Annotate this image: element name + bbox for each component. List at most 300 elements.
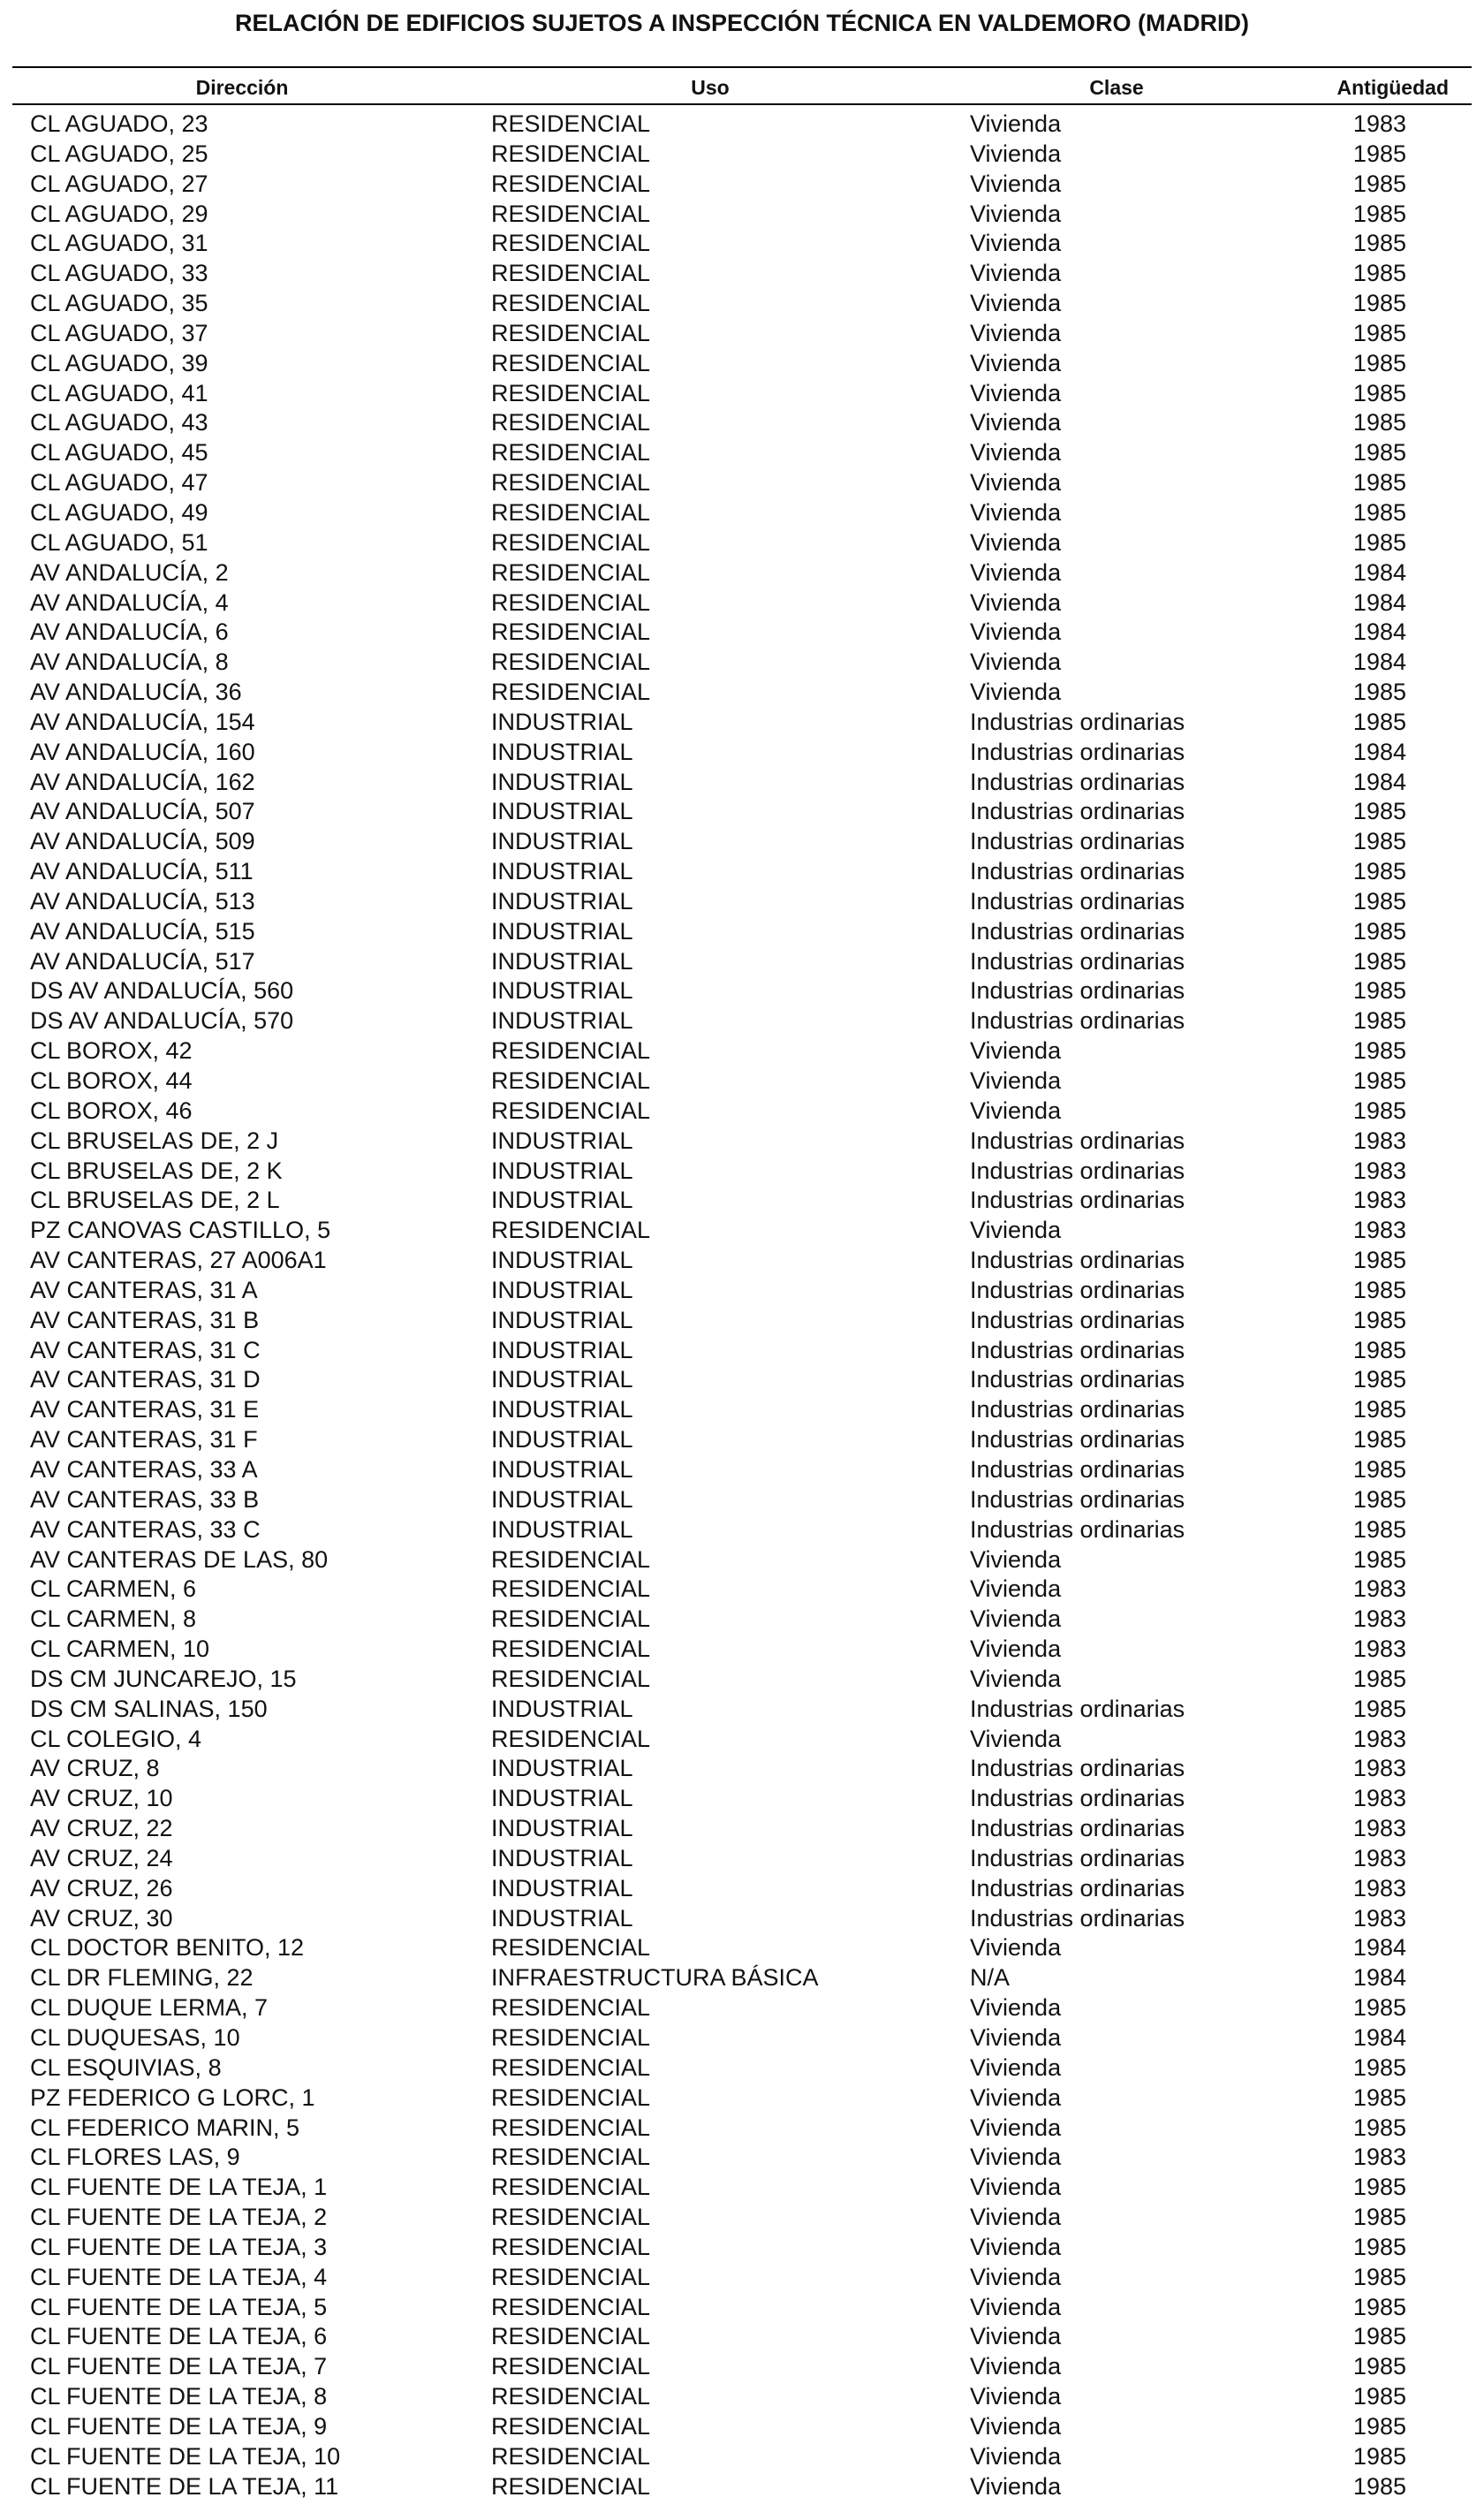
cell-clase: Vivienda bbox=[970, 649, 1062, 676]
cell-antiguedad: 1985 bbox=[1352, 2323, 1406, 2350]
cell-clase: Vivienda bbox=[970, 498, 1062, 526]
cell-direccion: CL FUENTE DE LA TEJA, 1 bbox=[30, 2174, 328, 2201]
cell-uso: INDUSTRIAL bbox=[491, 1007, 633, 1035]
cell-direccion: CL DR FLEMING, 22 bbox=[30, 1964, 254, 1992]
cell-uso: RESIDENCIAL bbox=[491, 1217, 651, 1244]
cell-direccion: CL FUENTE DE LA TEJA, 11 bbox=[30, 2472, 339, 2500]
cell-clase: Industrias ordinarias bbox=[970, 768, 1185, 795]
buildings-table-body bbox=[0, 110, 1484, 2502]
cell-uso: RESIDENCIAL bbox=[491, 1545, 651, 1573]
table-row bbox=[0, 438, 1484, 468]
cell-clase: Vivienda bbox=[970, 1097, 1062, 1124]
cell-uso: INFRAESTRUCTURA BÁSICA bbox=[491, 1964, 819, 1992]
cell-uso: INDUSTRIAL bbox=[491, 1785, 633, 1812]
cell-clase: Industrias ordinarias bbox=[970, 858, 1185, 885]
cell-antiguedad: 1985 bbox=[1352, 469, 1406, 497]
cell-uso: RESIDENCIAL bbox=[491, 200, 651, 227]
cell-uso: INDUSTRIAL bbox=[491, 1157, 633, 1184]
cell-direccion: CL AGUADO, 45 bbox=[30, 439, 208, 467]
cell-uso: RESIDENCIAL bbox=[491, 2323, 651, 2350]
cell-clase: Vivienda bbox=[970, 110, 1062, 137]
cell-uso: RESIDENCIAL bbox=[491, 498, 651, 526]
table-row bbox=[0, 1127, 1484, 1157]
cell-direccion: CL FUENTE DE LA TEJA, 3 bbox=[30, 2233, 328, 2260]
cell-clase: Vivienda bbox=[970, 1934, 1062, 1962]
table-row bbox=[0, 1066, 1484, 1097]
cell-direccion: AV CANTERAS, 33 A bbox=[30, 1455, 258, 1483]
cell-direccion: AV CANTERAS, 33 B bbox=[30, 1485, 260, 1513]
cell-direccion: CL ESQUIVIAS, 8 bbox=[30, 2053, 222, 2081]
cell-direccion: AV CANTERAS, 33 C bbox=[30, 1515, 261, 1543]
cell-antiguedad: 1983 bbox=[1352, 1725, 1406, 1752]
table-row bbox=[0, 2412, 1484, 2442]
cell-uso: INDUSTRIAL bbox=[491, 1306, 633, 1333]
table-row bbox=[0, 1814, 1484, 1844]
cell-direccion: AV CANTERAS, 31 B bbox=[30, 1306, 260, 1333]
cell-uso: RESIDENCIAL bbox=[491, 2144, 651, 2171]
cell-direccion: AV ANDALUCÍA, 517 bbox=[30, 947, 255, 975]
cell-antiguedad: 1985 bbox=[1352, 858, 1406, 885]
cell-uso: INDUSTRIAL bbox=[491, 1515, 633, 1543]
cell-clase: Vivienda bbox=[970, 2024, 1062, 2051]
table-row bbox=[0, 2293, 1484, 2323]
cell-antiguedad: 1985 bbox=[1352, 2263, 1406, 2290]
cell-direccion: CL AGUADO, 37 bbox=[30, 319, 208, 346]
cell-uso: RESIDENCIAL bbox=[491, 170, 651, 197]
cell-clase: Industrias ordinarias bbox=[970, 1755, 1185, 1782]
table-row bbox=[0, 588, 1484, 619]
cell-clase: Vivienda bbox=[970, 1545, 1062, 1573]
cell-antiguedad: 1985 bbox=[1352, 947, 1406, 975]
cell-uso: RESIDENCIAL bbox=[491, 2233, 651, 2260]
cell-direccion: CL CARMEN, 6 bbox=[30, 1575, 197, 1603]
cell-clase: Vivienda bbox=[970, 230, 1062, 257]
cell-antiguedad: 1985 bbox=[1352, 1665, 1406, 1692]
cell-antiguedad: 1984 bbox=[1352, 768, 1406, 795]
cell-direccion: AV CANTERAS DE LAS, 80 bbox=[30, 1545, 329, 1573]
cell-clase: Vivienda bbox=[970, 409, 1062, 436]
cell-antiguedad: 1984 bbox=[1352, 738, 1406, 765]
cell-uso: RESIDENCIAL bbox=[491, 469, 651, 497]
cell-direccion: AV ANDALUCÍA, 509 bbox=[30, 828, 255, 855]
cell-uso: INDUSTRIAL bbox=[491, 798, 633, 825]
cell-antiguedad: 1983 bbox=[1352, 110, 1406, 137]
table-row bbox=[0, 827, 1484, 857]
cell-antiguedad: 1984 bbox=[1352, 558, 1406, 586]
cell-clase: Vivienda bbox=[970, 2323, 1062, 2350]
cell-antiguedad: 1984 bbox=[1352, 1934, 1406, 1962]
header-rule bbox=[12, 66, 1472, 68]
cell-uso: INDUSTRIAL bbox=[491, 738, 633, 765]
cell-clase: Vivienda bbox=[970, 260, 1062, 287]
cell-antiguedad: 1984 bbox=[1352, 1964, 1406, 1992]
cell-direccion: PZ FEDERICO G LORC, 1 bbox=[30, 2084, 315, 2111]
cell-clase: Vivienda bbox=[970, 2263, 1062, 2290]
cell-direccion: AV ANDALUCÍA, 160 bbox=[30, 738, 255, 765]
table-row bbox=[0, 259, 1484, 289]
cell-clase: Vivienda bbox=[970, 439, 1062, 467]
cell-uso: RESIDENCIAL bbox=[491, 2353, 651, 2380]
cell-direccion: DS CM SALINAS, 150 bbox=[30, 1695, 268, 1722]
cell-antiguedad: 1985 bbox=[1352, 2174, 1406, 2201]
cell-antiguedad: 1983 bbox=[1352, 1157, 1406, 1184]
cell-direccion: CL AGUADO, 51 bbox=[30, 528, 208, 556]
cell-antiguedad: 1985 bbox=[1352, 1306, 1406, 1333]
cell-clase: Industrias ordinarias bbox=[970, 1815, 1185, 1842]
table-row bbox=[0, 768, 1484, 798]
table-row bbox=[0, 947, 1484, 977]
cell-direccion: CL FUENTE DE LA TEJA, 6 bbox=[30, 2323, 328, 2350]
cell-clase: Vivienda bbox=[970, 1605, 1062, 1633]
cell-direccion: AV ANDALUCÍA, 8 bbox=[30, 649, 229, 676]
table-row bbox=[0, 2084, 1484, 2114]
cell-clase: Industrias ordinarias bbox=[970, 708, 1185, 735]
cell-direccion: AV CRUZ, 8 bbox=[30, 1755, 160, 1782]
cell-direccion: AV CANTERAS, 31 A bbox=[30, 1276, 258, 1303]
cell-uso: RESIDENCIAL bbox=[491, 260, 651, 287]
cell-uso: RESIDENCIAL bbox=[491, 1605, 651, 1633]
cell-antiguedad: 1985 bbox=[1352, 498, 1406, 526]
cell-direccion: AV ANDALUCÍA, 515 bbox=[30, 917, 255, 945]
cell-clase: Vivienda bbox=[970, 1217, 1062, 1244]
cell-direccion: CL AGUADO, 31 bbox=[30, 230, 208, 257]
table-row bbox=[0, 1485, 1484, 1515]
cell-direccion: AV CANTERAS, 27 A006A1 bbox=[30, 1247, 327, 1274]
cell-direccion: AV ANDALUCÍA, 2 bbox=[30, 558, 229, 586]
cell-direccion: CL AGUADO, 29 bbox=[30, 200, 208, 227]
cell-antiguedad: 1985 bbox=[1352, 887, 1406, 915]
cell-antiguedad: 1985 bbox=[1352, 1485, 1406, 1513]
cell-uso: INDUSTRIAL bbox=[491, 1695, 633, 1722]
table-row bbox=[0, 797, 1484, 827]
cell-antiguedad: 1985 bbox=[1352, 2084, 1406, 2111]
table-row bbox=[0, 2263, 1484, 2293]
table-row bbox=[0, 2233, 1484, 2263]
cell-direccion: CL FUENTE DE LA TEJA, 5 bbox=[30, 2293, 328, 2320]
cell-direccion: AV ANDALUCÍA, 511 bbox=[30, 858, 254, 885]
table-row bbox=[0, 1904, 1484, 1934]
table-row bbox=[0, 678, 1484, 708]
cell-uso: RESIDENCIAL bbox=[491, 2204, 651, 2231]
cell-direccion: PZ CANOVAS CASTILLO, 5 bbox=[30, 1217, 331, 1244]
cell-direccion: CL FEDERICO MARIN, 5 bbox=[30, 2114, 300, 2141]
cell-antiguedad: 1985 bbox=[1352, 200, 1406, 227]
cell-clase: Industrias ordinarias bbox=[970, 1366, 1185, 1393]
table-row bbox=[0, 1455, 1484, 1485]
cell-uso: RESIDENCIAL bbox=[491, 1575, 651, 1603]
cell-clase: Vivienda bbox=[970, 558, 1062, 586]
cell-direccion: CL AGUADO, 35 bbox=[30, 290, 208, 317]
table-row bbox=[0, 917, 1484, 947]
cell-clase: Industrias ordinarias bbox=[970, 1426, 1185, 1454]
cell-uso: RESIDENCIAL bbox=[491, 558, 651, 586]
table-row bbox=[0, 1515, 1484, 1545]
cell-uso: INDUSTRIAL bbox=[491, 708, 633, 735]
cell-clase: Vivienda bbox=[970, 679, 1062, 706]
cell-direccion: AV ANDALUCÍA, 513 bbox=[30, 887, 255, 915]
table-row bbox=[0, 1695, 1484, 1725]
cell-uso: RESIDENCIAL bbox=[491, 2263, 651, 2290]
table-row bbox=[0, 1006, 1484, 1036]
cell-uso: RESIDENCIAL bbox=[491, 2084, 651, 2111]
table-row bbox=[0, 2053, 1484, 2084]
cell-direccion: AV CRUZ, 26 bbox=[30, 1874, 173, 1901]
cell-direccion: CL DUQUESAS, 10 bbox=[30, 2024, 240, 2051]
cell-direccion: DS CM JUNCAREJO, 15 bbox=[30, 1665, 297, 1692]
cell-direccion: DS AV ANDALUCÍA, 560 bbox=[30, 977, 294, 1005]
cell-uso: RESIDENCIAL bbox=[491, 2114, 651, 2141]
cell-uso: RESIDENCIAL bbox=[491, 1994, 651, 2022]
table-row bbox=[0, 1575, 1484, 1605]
cell-antiguedad: 1985 bbox=[1352, 2114, 1406, 2141]
cell-clase: Industrias ordinarias bbox=[970, 1157, 1185, 1184]
cell-clase: Vivienda bbox=[970, 1725, 1062, 1752]
table-row bbox=[0, 349, 1484, 379]
column-header-clase: Clase bbox=[1089, 76, 1144, 99]
cell-clase: Industrias ordinarias bbox=[970, 1785, 1185, 1812]
cell-clase: Industrias ordinarias bbox=[970, 1874, 1185, 1901]
cell-antiguedad: 1983 bbox=[1352, 1636, 1406, 1663]
table-row bbox=[0, 200, 1484, 230]
cell-uso: RESIDENCIAL bbox=[491, 2472, 651, 2500]
cell-clase: Vivienda bbox=[970, 2442, 1062, 2470]
table-row bbox=[0, 140, 1484, 170]
table-row bbox=[0, 1036, 1484, 1066]
cell-direccion: CL AGUADO, 25 bbox=[30, 140, 208, 167]
cell-uso: INDUSTRIAL bbox=[491, 1904, 633, 1932]
cell-antiguedad: 1984 bbox=[1352, 588, 1406, 616]
table-row bbox=[0, 498, 1484, 528]
cell-clase: Industrias ordinarias bbox=[970, 1455, 1185, 1483]
table-row bbox=[0, 2023, 1484, 2053]
cell-antiguedad: 1985 bbox=[1352, 170, 1406, 197]
header-divider bbox=[12, 103, 1472, 105]
cell-direccion: CL BRUSELAS DE, 2 K bbox=[30, 1157, 283, 1184]
table-row bbox=[0, 2442, 1484, 2472]
table-row bbox=[0, 1276, 1484, 1306]
cell-antiguedad: 1985 bbox=[1352, 2233, 1406, 2260]
cell-uso: RESIDENCIAL bbox=[491, 679, 651, 706]
cell-direccion: CL FUENTE DE LA TEJA, 9 bbox=[30, 2412, 328, 2440]
table-row bbox=[0, 2143, 1484, 2173]
cell-clase: Vivienda bbox=[970, 2084, 1062, 2111]
table-header bbox=[0, 72, 1484, 102]
cell-antiguedad: 1985 bbox=[1352, 2442, 1406, 2470]
table-row bbox=[0, 1216, 1484, 1246]
cell-direccion: CL FUENTE DE LA TEJA, 2 bbox=[30, 2204, 328, 2231]
cell-antiguedad: 1983 bbox=[1352, 1874, 1406, 1901]
cell-antiguedad: 1983 bbox=[1352, 1815, 1406, 1842]
cell-clase: Vivienda bbox=[970, 2412, 1062, 2440]
cell-clase: Vivienda bbox=[970, 1994, 1062, 2022]
table-row bbox=[0, 1306, 1484, 1336]
cell-clase: Vivienda bbox=[970, 2114, 1062, 2141]
cell-antiguedad: 1985 bbox=[1352, 260, 1406, 287]
cell-clase: Industrias ordinarias bbox=[970, 1007, 1185, 1035]
cell-clase: Industrias ordinarias bbox=[970, 828, 1185, 855]
column-header-direccion: Dirección bbox=[195, 76, 289, 99]
table-row bbox=[0, 408, 1484, 438]
cell-antiguedad: 1983 bbox=[1352, 1575, 1406, 1603]
table-row bbox=[0, 2173, 1484, 2203]
cell-uso: INDUSTRIAL bbox=[491, 1485, 633, 1513]
cell-uso: RESIDENCIAL bbox=[491, 290, 651, 317]
cell-uso: RESIDENCIAL bbox=[491, 439, 651, 467]
cell-clase: Vivienda bbox=[970, 379, 1062, 406]
table-row bbox=[0, 170, 1484, 200]
table-row bbox=[0, 2322, 1484, 2352]
cell-uso: RESIDENCIAL bbox=[491, 1037, 651, 1065]
cell-antiguedad: 1985 bbox=[1352, 708, 1406, 735]
table-row bbox=[0, 1246, 1484, 1276]
cell-antiguedad: 1985 bbox=[1352, 2472, 1406, 2500]
cell-clase: Industrias ordinarias bbox=[970, 887, 1185, 915]
cell-direccion: CL DOCTOR BENITO, 12 bbox=[30, 1934, 305, 1962]
cell-antiguedad: 1985 bbox=[1352, 1366, 1406, 1393]
table-row bbox=[0, 1754, 1484, 1784]
cell-uso: INDUSTRIAL bbox=[491, 828, 633, 855]
cell-direccion: DS AV ANDALUCÍA, 570 bbox=[30, 1007, 294, 1035]
table-row bbox=[0, 110, 1484, 140]
table-row bbox=[0, 2203, 1484, 2233]
cell-direccion: AV CANTERAS, 31 C bbox=[30, 1336, 261, 1363]
cell-clase: Vivienda bbox=[970, 588, 1062, 616]
cell-clase: Vivienda bbox=[970, 319, 1062, 346]
cell-clase: Industrias ordinarias bbox=[970, 1904, 1185, 1932]
table-row bbox=[0, 648, 1484, 678]
cell-uso: INDUSTRIAL bbox=[491, 1396, 633, 1423]
cell-direccion: CL FUENTE DE LA TEJA, 7 bbox=[30, 2353, 328, 2380]
cell-antiguedad: 1984 bbox=[1352, 649, 1406, 676]
table-row bbox=[0, 528, 1484, 558]
cell-direccion: CL BOROX, 42 bbox=[30, 1037, 193, 1065]
cell-clase: Vivienda bbox=[970, 170, 1062, 197]
cell-antiguedad: 1985 bbox=[1352, 290, 1406, 317]
cell-uso: RESIDENCIAL bbox=[491, 110, 651, 137]
table-row bbox=[0, 618, 1484, 648]
cell-clase: Industrias ordinarias bbox=[970, 1247, 1185, 1274]
table-row bbox=[0, 2352, 1484, 2382]
table-row bbox=[0, 1993, 1484, 2023]
cell-uso: INDUSTRIAL bbox=[491, 917, 633, 945]
cell-uso: RESIDENCIAL bbox=[491, 2412, 651, 2440]
cell-antiguedad: 1985 bbox=[1352, 2353, 1406, 2380]
cell-uso: RESIDENCIAL bbox=[491, 319, 651, 346]
cell-antiguedad: 1985 bbox=[1352, 1545, 1406, 1573]
cell-antiguedad: 1984 bbox=[1352, 2024, 1406, 2051]
cell-uso: RESIDENCIAL bbox=[491, 2024, 651, 2051]
cell-direccion: CL DUQUE LERMA, 7 bbox=[30, 1994, 269, 2022]
cell-uso: RESIDENCIAL bbox=[491, 1934, 651, 1962]
cell-clase: Industrias ordinarias bbox=[970, 1127, 1185, 1154]
cell-direccion: AV CRUZ, 22 bbox=[30, 1815, 173, 1842]
cell-clase: Industrias ordinarias bbox=[970, 1187, 1185, 1214]
table-row bbox=[0, 2472, 1484, 2502]
cell-antiguedad: 1983 bbox=[1352, 1785, 1406, 1812]
cell-clase: Vivienda bbox=[970, 619, 1062, 646]
table-row bbox=[0, 1336, 1484, 1366]
cell-uso: RESIDENCIAL bbox=[491, 2383, 651, 2410]
table-row bbox=[0, 1605, 1484, 1635]
cell-clase: Industrias ordinarias bbox=[970, 1485, 1185, 1513]
table-row bbox=[0, 1725, 1484, 1755]
cell-clase: Vivienda bbox=[970, 200, 1062, 227]
cell-clase: Vivienda bbox=[970, 1665, 1062, 1692]
cell-direccion: CL BOROX, 46 bbox=[30, 1097, 193, 1124]
cell-antiguedad: 1983 bbox=[1352, 1187, 1406, 1214]
cell-clase: Industrias ordinarias bbox=[970, 917, 1185, 945]
cell-antiguedad: 1983 bbox=[1352, 1605, 1406, 1633]
cell-direccion: AV CANTERAS, 31 D bbox=[30, 1366, 261, 1393]
cell-clase: Vivienda bbox=[970, 290, 1062, 317]
table-row bbox=[0, 1665, 1484, 1695]
table-row bbox=[0, 379, 1484, 409]
cell-direccion: CL AGUADO, 27 bbox=[30, 170, 208, 197]
table-row bbox=[0, 468, 1484, 498]
cell-uso: INDUSTRIAL bbox=[491, 1336, 633, 1363]
cell-clase: Industrias ordinarias bbox=[970, 977, 1185, 1005]
cell-antiguedad: 1985 bbox=[1352, 1097, 1406, 1124]
cell-antiguedad: 1983 bbox=[1352, 2144, 1406, 2171]
cell-uso: INDUSTRIAL bbox=[491, 1426, 633, 1454]
cell-direccion: CL AGUADO, 41 bbox=[30, 379, 208, 406]
cell-direccion: AV CANTERAS, 31 E bbox=[30, 1396, 260, 1423]
cell-clase: Vivienda bbox=[970, 2174, 1062, 2201]
table-row bbox=[0, 1784, 1484, 1814]
cell-uso: RESIDENCIAL bbox=[491, 528, 651, 556]
table-row bbox=[0, 1874, 1484, 1904]
cell-direccion: CL BRUSELAS DE, 2 J bbox=[30, 1127, 279, 1154]
cell-direccion: CL CARMEN, 10 bbox=[30, 1636, 210, 1663]
cell-antiguedad: 1985 bbox=[1352, 409, 1406, 436]
table-row bbox=[0, 319, 1484, 349]
cell-antiguedad: 1985 bbox=[1352, 2412, 1406, 2440]
cell-antiguedad: 1983 bbox=[1352, 1217, 1406, 1244]
cell-uso: INDUSTRIAL bbox=[491, 1127, 633, 1154]
column-header-antiguedad: Antigüedad bbox=[1336, 76, 1449, 99]
cell-antiguedad: 1983 bbox=[1352, 1904, 1406, 1932]
table-row bbox=[0, 708, 1484, 738]
cell-antiguedad: 1985 bbox=[1352, 917, 1406, 945]
cell-antiguedad: 1985 bbox=[1352, 439, 1406, 467]
cell-antiguedad: 1985 bbox=[1352, 1426, 1406, 1454]
cell-antiguedad: 1983 bbox=[1352, 1755, 1406, 1782]
cell-antiguedad: 1985 bbox=[1352, 1994, 1406, 2022]
cell-direccion: CL AGUADO, 43 bbox=[30, 409, 208, 436]
cell-clase: Vivienda bbox=[970, 2293, 1062, 2320]
cell-clase: Vivienda bbox=[970, 2053, 1062, 2081]
cell-uso: RESIDENCIAL bbox=[491, 379, 651, 406]
cell-direccion: AV ANDALUCÍA, 4 bbox=[30, 588, 229, 616]
cell-clase: Industrias ordinarias bbox=[970, 1695, 1185, 1722]
cell-clase: Industrias ordinarias bbox=[970, 798, 1185, 825]
cell-direccion: CL BOROX, 44 bbox=[30, 1067, 193, 1094]
cell-uso: INDUSTRIAL bbox=[491, 1187, 633, 1214]
cell-antiguedad: 1985 bbox=[1352, 1455, 1406, 1483]
cell-clase: Vivienda bbox=[970, 2383, 1062, 2410]
cell-clase: Industrias ordinarias bbox=[970, 1515, 1185, 1543]
cell-antiguedad: 1985 bbox=[1352, 2293, 1406, 2320]
cell-clase: Vivienda bbox=[970, 2233, 1062, 2260]
cell-uso: INDUSTRIAL bbox=[491, 887, 633, 915]
cell-uso: RESIDENCIAL bbox=[491, 1097, 651, 1124]
cell-clase: Industrias ordinarias bbox=[970, 1276, 1185, 1303]
cell-antiguedad: 1985 bbox=[1352, 140, 1406, 167]
cell-clase: Vivienda bbox=[970, 2204, 1062, 2231]
table-row bbox=[0, 857, 1484, 887]
cell-antiguedad: 1985 bbox=[1352, 2383, 1406, 2410]
table-row bbox=[0, 1963, 1484, 1993]
